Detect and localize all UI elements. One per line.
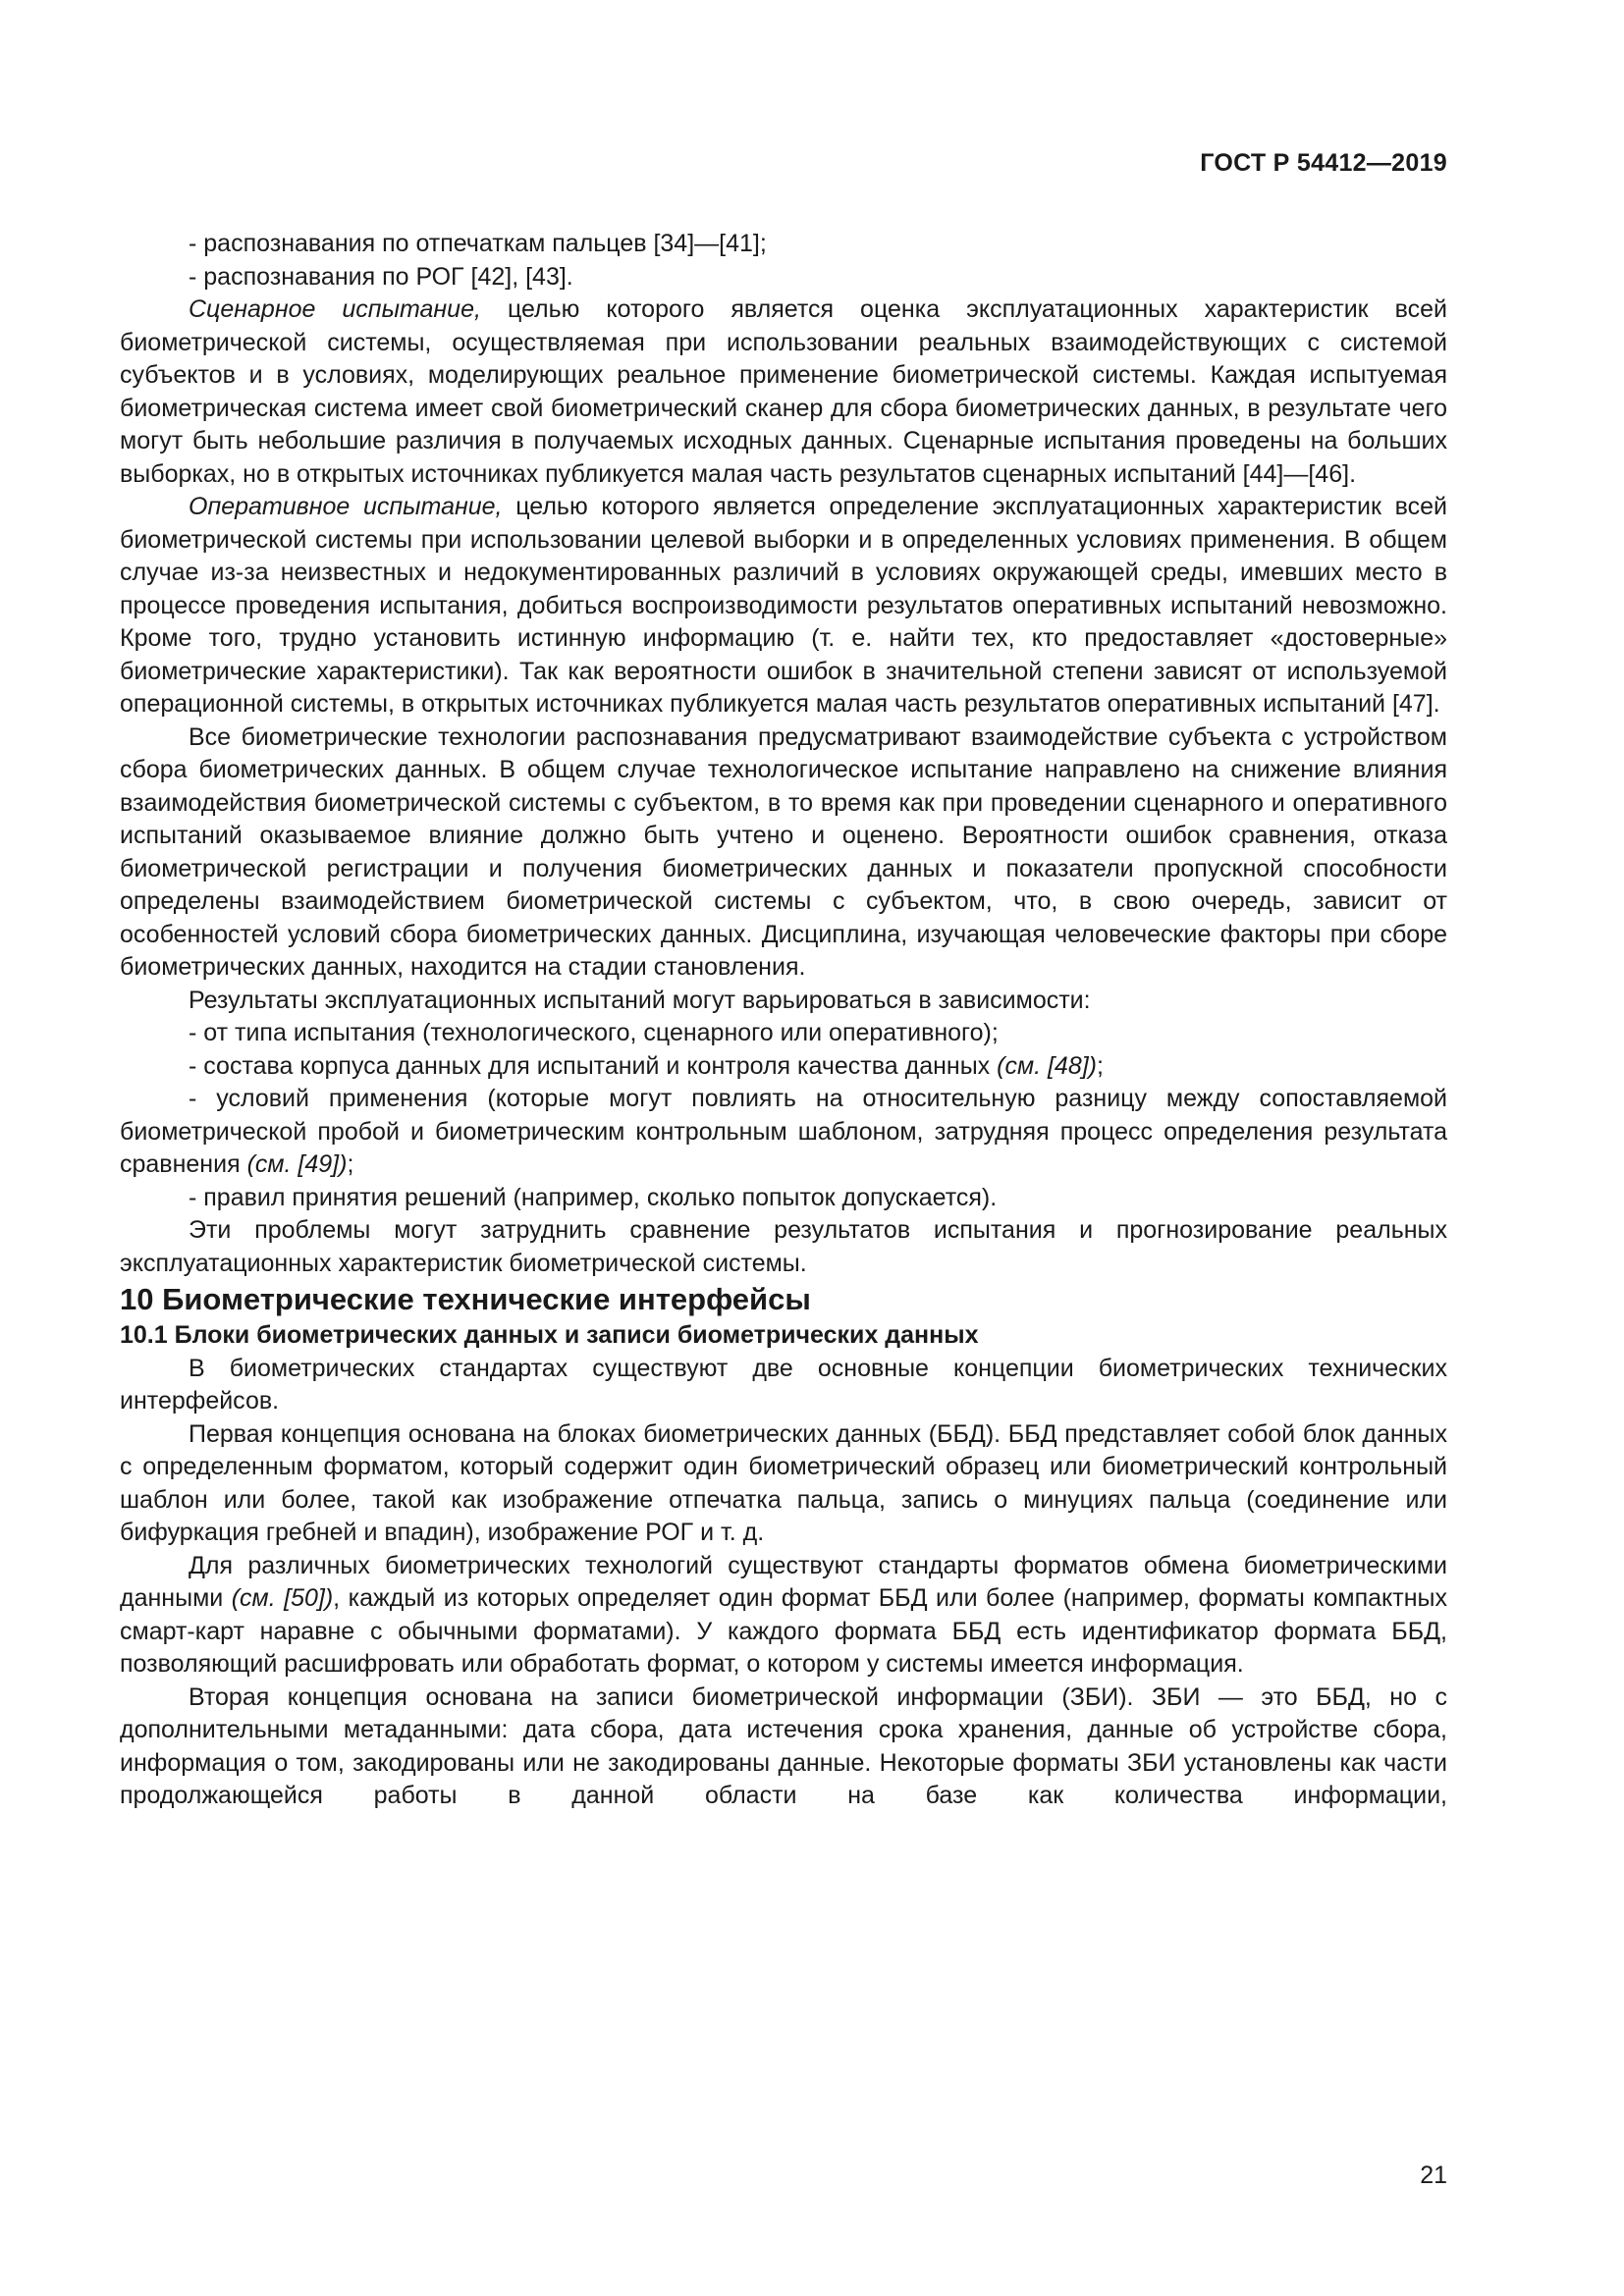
paragraph: Результаты эксплуатационных испытаний могут варьироваться в зависимости:: [189, 986, 1091, 1014]
term: Оперативное испытание,: [189, 493, 503, 520]
list-item-text: - условий применения (которые могут повлиять на относительную разницу между сопоставляемой биометрической пробой и биометрическим контрольным шаблоном, затрудняя процесс определения результата сравнения: [120, 1085, 1447, 1178]
paragraph: Вторая концепция основана на записи биометрической информации (ЗБИ). ЗБИ — это ББД, но с дополнительными метаданными: дата сбора, дата истечения срока хранения, данные об устройстве сбора, информация о том, закодированы или не закодированы данные. Некоторые форматы ЗБИ установлены как части продолжающейся работы в данной области на базе как количества информации,: [120, 1682, 1447, 1809]
list-item: [120, 1050, 1447, 1084]
section-heading: 10 Биометрические технические интерфейсы: [120, 1282, 811, 1316]
paragraph: [120, 491, 1447, 721]
paragraph-text: Для различных биометрических технологий существуют стандарты форматов обмена биометрическими данными: [120, 1551, 1447, 1612]
paragraph: [120, 1550, 1447, 1682]
paragraph: В биометрических стандартах существуют две основные концепции биометрических технических интерфейсов.: [120, 1354, 1447, 1415]
reference: (см. [49]): [246, 1150, 348, 1178]
paragraph: [120, 294, 1447, 491]
list-item-text: - состава корпуса данных для испытаний и контроля качества данных: [189, 1051, 998, 1080]
list-item-text: ;: [1097, 1051, 1104, 1080]
subsection-heading: 10.1 Блоки биометрических данных и записи биометрических данных: [120, 1321, 979, 1349]
reference: (см. [50]): [231, 1584, 334, 1612]
list-item-text: ;: [347, 1150, 354, 1178]
list-item: - распознавания по РОГ [42], [43].: [189, 262, 573, 291]
paragraph-text: , каждый из которых определяет один формат ББД или более (например, форматы компактных смарт-карт наравне с обычными форматами). У каждого формата ББД есть идентификатор формата ББД, позволяющий расшифровать или обработать формат, о котором у системы имеется информация.: [120, 1584, 1447, 1678]
list-item: - распознавания по отпечаткам пальцев [34]—[41];: [189, 230, 767, 257]
term: Сценарное испытание,: [189, 295, 481, 323]
list-item: [120, 1083, 1447, 1182]
page-body: [120, 228, 1447, 1813]
paragraph-text: целью которого является оценка эксплуатационных характеристик всей биометрической системы, осуществляемая при использовании реальных взаимодействующих с системой субъектов и в условиях, моделирующих реальное применение биометрической системы. Каждая испытуемая биометрическая система имеет свой биометрический сканер для сбора биометрических данных, в результате чего могут быть небольшие различия в получаемых исходных данных. Сценарные испытания проведены на больших выборках, но в открытых источниках публикуется малая часть результатов сценарных испытаний [44]—[46].: [120, 295, 1447, 488]
paragraph: Все биометрические технологии распознавания предусматривают взаимодействие субъекта с устройством сбора биометрических данных. В общем случае технологическое испытание направлено на снижение влияния взаимодействия биометрической системы с субъектом, в то время как при проведении сценарного и оперативного испытаний оказываемое влияние должно быть учтено и оценено. Вероятности ошибок сравнения, отказа биометрической регистрации и получения биометрических данных и показатели пропускной способности определены взаимодействием биометрической системы с субъектом, что, в свою очередь, зависит от особенностей условий сбора биометрических данных. Дисциплина, изучающая человеческие факторы при сборе биометрических данных, находится на стадии становления.: [120, 722, 1447, 981]
document-code: ГОСТ Р 54412—2019: [1200, 149, 1447, 177]
list-item: - от типа испытания (технологического, сценарного или оперативного);: [189, 1019, 999, 1046]
reference: (см. [48]): [997, 1051, 1098, 1080]
paragraph-text: целью которого является определение эксплуатационных характеристик всей биометрической системы при использовании целевой выборки и в определенных условиях применения. В общем случае из-за неизвестных и недокументированных различий в условиях окружающей среды, имевших место в процессе проведения испытания, добиться воспроизводимости результатов оперативных испытаний невозможно. Кроме того, трудно установить истинную информацию (т. е. найти тех, кто предоставляет «достоверные» биометрические характеристики). Так как вероятности ошибок в значительной степени зависят от используемой операционной системы, в открытых источниках публикуется малая часть результатов оперативных испытаний [47].: [120, 493, 1447, 718]
paragraph: Первая концепция основана на блоках биометрических данных (ББД). ББД представляет собой блок данных с определенным форматом, который содержит один биометрический образец или биометрический контрольный шаблон или более, такой как изображение отпечатка пальца, запись о минуциях пальца (соединение или бифуркация гребней и впадин), изображение РОГ и т. д.: [120, 1419, 1447, 1546]
list-item: - правил принятия решений (например, сколько попыток допускается).: [189, 1183, 998, 1211]
paragraph: Эти проблемы могут затруднить сравнение результатов испытания и прогнозирование реальных эксплуатационных характеристик биометрической системы.: [120, 1216, 1447, 1277]
page-number: 21: [1420, 2162, 1447, 2189]
